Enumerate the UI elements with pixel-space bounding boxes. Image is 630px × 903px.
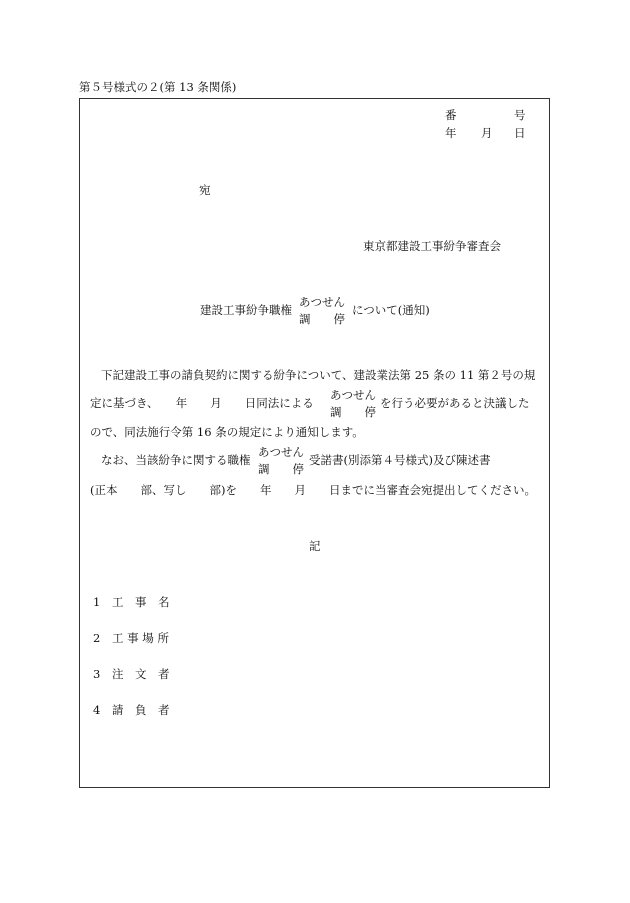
body-line-2-prefix: 定に基づき、 年 月 日同法による (90, 396, 314, 410)
number-suffix: 号 (514, 108, 526, 122)
body-line-2-stack-bottom: 調 停 (330, 405, 376, 419)
item-3-label: 注 文 者 (112, 667, 170, 681)
body-line-4-prefix: なお、当該紛争に関する職権 (101, 453, 251, 467)
record-heading: 記 (309, 539, 321, 553)
body-line-1: 下記建設工事の請負契約に関する紛争について、建設業法第 25 条の 11 第２号の規 (101, 368, 536, 382)
body-line-5: (正本 部、写し 部)を 年 月 日までに当審査会宛提出してください。 (90, 483, 536, 497)
body-line-2-suffix: を行う必要があると決議した (380, 396, 530, 410)
date-year: 年 (445, 126, 457, 140)
item-2-number: 2 (93, 631, 101, 645)
body-line-3: ので、同法施行令第 16 条の規定により通知します。 (90, 425, 364, 439)
body-line-2-stack-top: あつせん (330, 388, 376, 402)
number-label: 番 (445, 108, 457, 122)
body-line-2-stack (328, 390, 378, 420)
form-frame (79, 98, 550, 788)
item-4-number: 4 (93, 703, 101, 717)
body-line-4-stack-top: あつせん (258, 445, 304, 459)
date-day: 日 (514, 126, 526, 140)
item-4-label: 請 負 者 (112, 703, 170, 717)
sender-name: 東京都建設工事紛争審査会 (363, 239, 501, 253)
body-line-4-stack-bottom: 調 停 (258, 462, 304, 476)
form-label: 第５号様式の２(第 13 条関係) (79, 80, 237, 94)
date-month: 月 (481, 126, 493, 140)
title-stack (297, 297, 347, 327)
body-line-4-suffix: 受諾書(別添第４号様式)及び陳述書 (309, 453, 491, 467)
body-line-4-stack (256, 447, 306, 477)
item-2-label: 工 事 場 所 (112, 631, 169, 645)
item-1-number: 1 (93, 595, 101, 609)
title-suffix: について(通知) (352, 303, 430, 317)
addressee-suffix: 宛 (199, 183, 211, 197)
item-3-number: 3 (93, 667, 101, 681)
item-1-label: 工 事 名 (112, 595, 170, 609)
title-stack-top: あつせん (299, 295, 345, 309)
title-prefix: 建設工事紛争職権 (200, 303, 292, 317)
title-stack-bottom: 調 停 (299, 312, 345, 326)
